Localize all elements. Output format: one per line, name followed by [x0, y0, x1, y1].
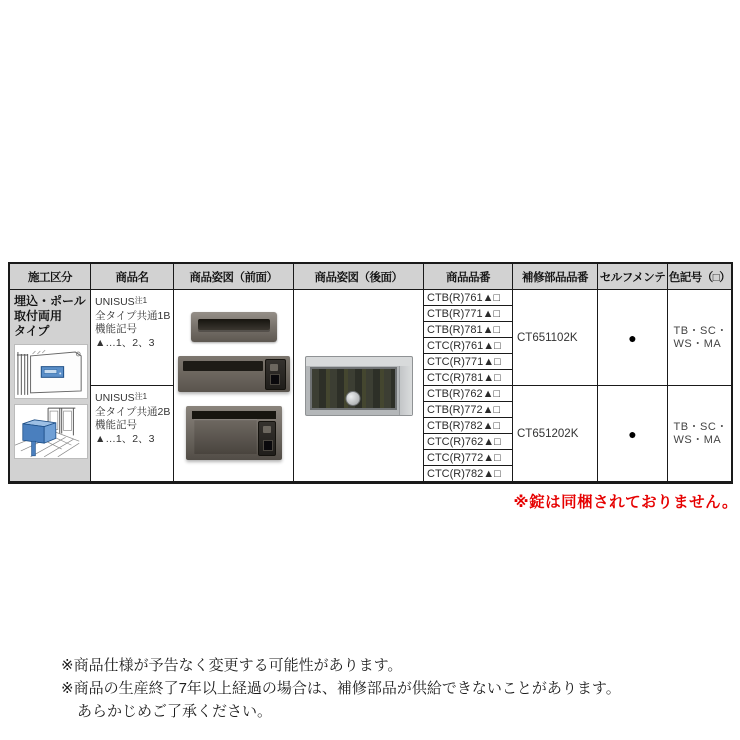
- part-number-cell: CTC(R)782▲□: [424, 466, 512, 481]
- col-header-part-number: 商品品番: [424, 264, 512, 289]
- product-name-line: ▲…1、2、3: [95, 432, 155, 445]
- lock-panel: [258, 421, 276, 456]
- self-maintenance-mark: ●: [598, 290, 667, 385]
- color-code-cell: [668, 386, 731, 481]
- part-number-cell: CTC(R)761▲□: [424, 338, 512, 353]
- footer-note-line: ※商品仕様が予告なく変更する可能性があります。: [61, 657, 403, 674]
- part-number-cell: CTB(R)762▲□: [424, 386, 512, 401]
- color-code-cell: [668, 290, 731, 385]
- category-cell: [10, 290, 90, 481]
- footer-note-line: ※商品の生産終了7年以上経過の場合は、補修部品が供給できないことがあります。: [61, 680, 621, 697]
- lock-panel: [265, 359, 286, 390]
- note-reference: 注1: [134, 296, 148, 305]
- product-name-1b: [91, 290, 173, 385]
- col-header-color-code: 色記号（□）: [668, 264, 731, 289]
- col-header-rear-view: 商品姿図（後面）: [294, 264, 423, 289]
- part-number-cell: CTB(R)781▲□: [424, 322, 512, 337]
- col-header-construction-type: 施工区分: [10, 264, 90, 289]
- footer-notes: [61, 654, 621, 723]
- product-name-line: ▲…1、2、3: [95, 336, 155, 349]
- mailbox-side-face: [399, 366, 412, 415]
- product-name-line: 機能記号: [95, 323, 137, 335]
- brand-name: UNISUS: [95, 296, 135, 308]
- part-number-cell: CTC(R)762▲□: [424, 434, 512, 449]
- part-number-cell: CTB(R)772▲□: [424, 402, 512, 417]
- self-maintenance-mark: ●: [598, 386, 667, 481]
- part-number-cell: CTC(R)781▲□: [424, 370, 512, 385]
- mailbox-2b-front-photo: [186, 406, 282, 460]
- brand-name: UNISUS: [95, 392, 135, 404]
- col-header-front-view: 商品姿図（前面）: [174, 264, 293, 289]
- note-reference: 注1: [134, 392, 148, 401]
- front-view-cell: [174, 290, 293, 481]
- color-code-line: TB・SC・: [673, 420, 728, 433]
- category-title-line: 取付両用: [14, 309, 63, 323]
- product-name-line: 全タイプ共通2B: [95, 405, 171, 418]
- product-spec-table: [8, 262, 733, 484]
- product-name-line: 機能記号: [95, 419, 137, 431]
- embedded-install-illustration: [14, 344, 88, 399]
- color-code-line: WS・MA: [673, 337, 722, 350]
- pole-install-illustration: [14, 404, 88, 459]
- category-title-line: タイプ: [14, 324, 50, 338]
- repair-part-number: CT651102K: [513, 290, 597, 385]
- product-name-2b: [91, 386, 173, 481]
- part-number-cell: CTC(R)772▲□: [424, 450, 512, 465]
- lock-not-included-note: ※錠は同梱されておりません。: [513, 494, 738, 511]
- mail-slot-opening: [192, 411, 276, 419]
- col-header-repair-part-number: 補修部品品番: [513, 264, 597, 289]
- rear-window-door: [310, 367, 397, 410]
- repair-part-number: CT651202K: [513, 386, 597, 481]
- part-number-cell: CTB(R)771▲□: [424, 306, 512, 321]
- color-code-line: TB・SC・: [673, 324, 728, 337]
- product-name-line: 全タイプ共通1B: [95, 309, 171, 322]
- mailbox-door: [194, 419, 257, 454]
- part-number-cell: CTC(R)771▲□: [424, 354, 512, 369]
- mailbox-rear-photo: [305, 356, 413, 416]
- rear-view-cell: [294, 290, 423, 481]
- mail-slot-opening: [183, 361, 263, 371]
- footer-note-line: あらかじめご了承ください。: [77, 703, 273, 720]
- col-header-product-name: 商品名: [91, 264, 173, 289]
- mail-slot-front-photo: [191, 312, 277, 342]
- mailbox-1b-front-photo: [178, 356, 290, 392]
- col-header-self-maintenance: セルフメンテ: [598, 264, 667, 289]
- category-title-line: 埋込・ポール: [14, 294, 86, 308]
- color-code-line: WS・MA: [673, 433, 722, 446]
- rear-door-knob: [346, 391, 361, 406]
- part-number-cell: CTB(R)782▲□: [424, 418, 512, 433]
- part-number-cell: CTB(R)761▲□: [424, 290, 512, 305]
